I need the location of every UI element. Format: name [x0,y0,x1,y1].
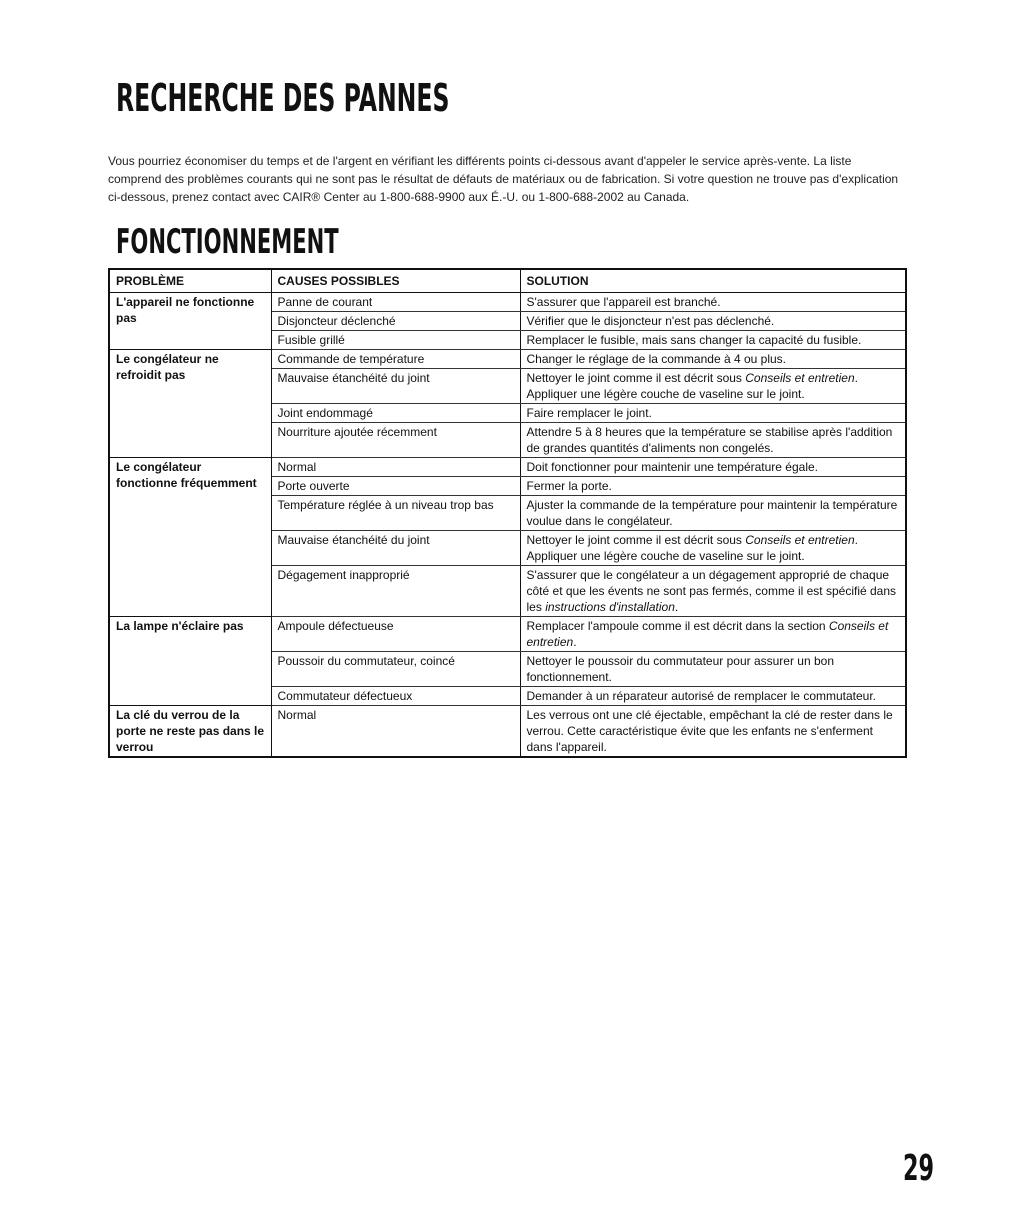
cause-cell: Nourriture ajoutée récemment [271,423,520,458]
solution-cell: Nettoyer le joint comme il est décrit sous Conseils et entretien. Appliquer une légère couche de vaseline sur le joint. [520,531,905,566]
table-header-row [110,270,905,293]
cause-cell: Commande de température [271,350,520,369]
page-number: 29 [903,1148,935,1189]
section-reference: Conseils et entretien [526,619,889,649]
solution-cell: Remplacer l'ampoule comme il est décrit dans la section Conseils et entretien. [520,617,905,652]
troubleshooting-table [108,268,907,758]
cause-cell: Commutateur défectueux [271,687,520,706]
section-reference: Conseils et entretien [745,533,855,547]
solution-cell: Attendre 5 à 8 heures que la température se stabilise après l'addition de grandes quantités d'aliments non congelés. [520,423,905,458]
solution-cell: Fermer la porte. [520,477,905,496]
problem-cell: La lampe n'éclaire pas [110,617,271,706]
cause-cell: Joint endommagé [271,404,520,423]
cause-cell: Panne de courant [271,293,520,312]
table-row [110,350,905,369]
solution-cell: Demander à un réparateur autorisé de remplacer le commutateur. [520,687,905,706]
solution-cell: Remplacer le fusible, mais sans changer la capacité du fusible. [520,331,905,350]
intro-paragraph: Vous pourriez économiser du temps et de l'argent en vérifiant les différents points ci-dessous avant d'appeler le service après-vente. La liste comprend des problèmes courants qui ne sont pas le résultat de défauts de matériaux ou de fabrication. Si votre question ne trouve pas d'explication ci-dessous, prenez contact avec CAIR® Center au 1-800-688-9900 aux É.-U. ou 1-800-688-2002 au Canada. [108,154,899,204]
cause-cell: Normal [271,458,520,477]
problem-cell: L'appareil ne fonctionne pas [110,293,271,350]
header-probleme: PROBLÈME [110,270,271,293]
cause-cell: Dégagement inapproprié [271,566,520,617]
cause-cell: Ampoule défectueuse [271,617,520,652]
solution-cell: Nettoyer le joint comme il est décrit sous Conseils et entretien. Appliquer une légère couche de vaseline sur le joint. [520,369,905,404]
problem-cell: Le congélateur ne refroidit pas [110,350,271,458]
table-row [110,458,905,477]
solution-cell: S'assurer que l'appareil est branché. [520,293,905,312]
solution-cell: Ajuster la commande de la température pour maintenir la température voulue dans le congélateur. [520,496,905,531]
page-title: RECHERCHE DES PANNES [116,76,450,120]
solution-cell: Changer le réglage de la commande à 4 ou plus. [520,350,905,369]
solution-cell: Vérifier que le disjoncteur n'est pas déclenché. [520,312,905,331]
cause-cell: Mauvaise étanchéité du joint [271,531,520,566]
section-title: FONCTIONNEMENT [116,222,339,262]
header-causes: CAUSES POSSIBLES [271,270,520,293]
section-reference: Conseils et entretien [745,371,855,385]
cause-cell: Porte ouverte [271,477,520,496]
cause-cell: Fusible grillé [271,331,520,350]
table-row [110,293,905,312]
section-reference: instructions d'installation [545,600,675,614]
solution-cell: S'assurer que le congélateur a un dégagement approprié de chaque côté et que les évents ne sont pas fermés, comme il est spécifié dans les instructions d'installation. [520,566,905,617]
cause-cell: Poussoir du commutateur, coincé [271,652,520,687]
solution-cell: Faire remplacer le joint. [520,404,905,423]
cause-cell: Température réglée à un niveau trop bas [271,496,520,531]
cause-cell: Disjoncteur déclenché [271,312,520,331]
cause-cell: Normal [271,706,520,757]
header-solution: SOLUTION [520,270,905,293]
table-row [110,706,905,757]
solution-cell: Les verrous ont une clé éjectable, empêchant la clé de rester dans le verrou. Cette caractéristique évite que les enfants ne s'enferment dans l'appareil. [526,708,893,754]
solution-cell: Doit fonctionner pour maintenir une température égale. [520,458,905,477]
problem-cell: La clé du verrou de la porte ne reste pas dans le verrou [110,706,271,757]
problem-cell: Le congélateur fonctionne fréquemment [110,458,271,617]
solution-cell: Nettoyer le poussoir du commutateur pour assurer un bon fonctionnement. [520,652,905,687]
table-row [110,617,905,652]
cause-cell: Mauvaise étanchéité du joint [271,369,520,404]
